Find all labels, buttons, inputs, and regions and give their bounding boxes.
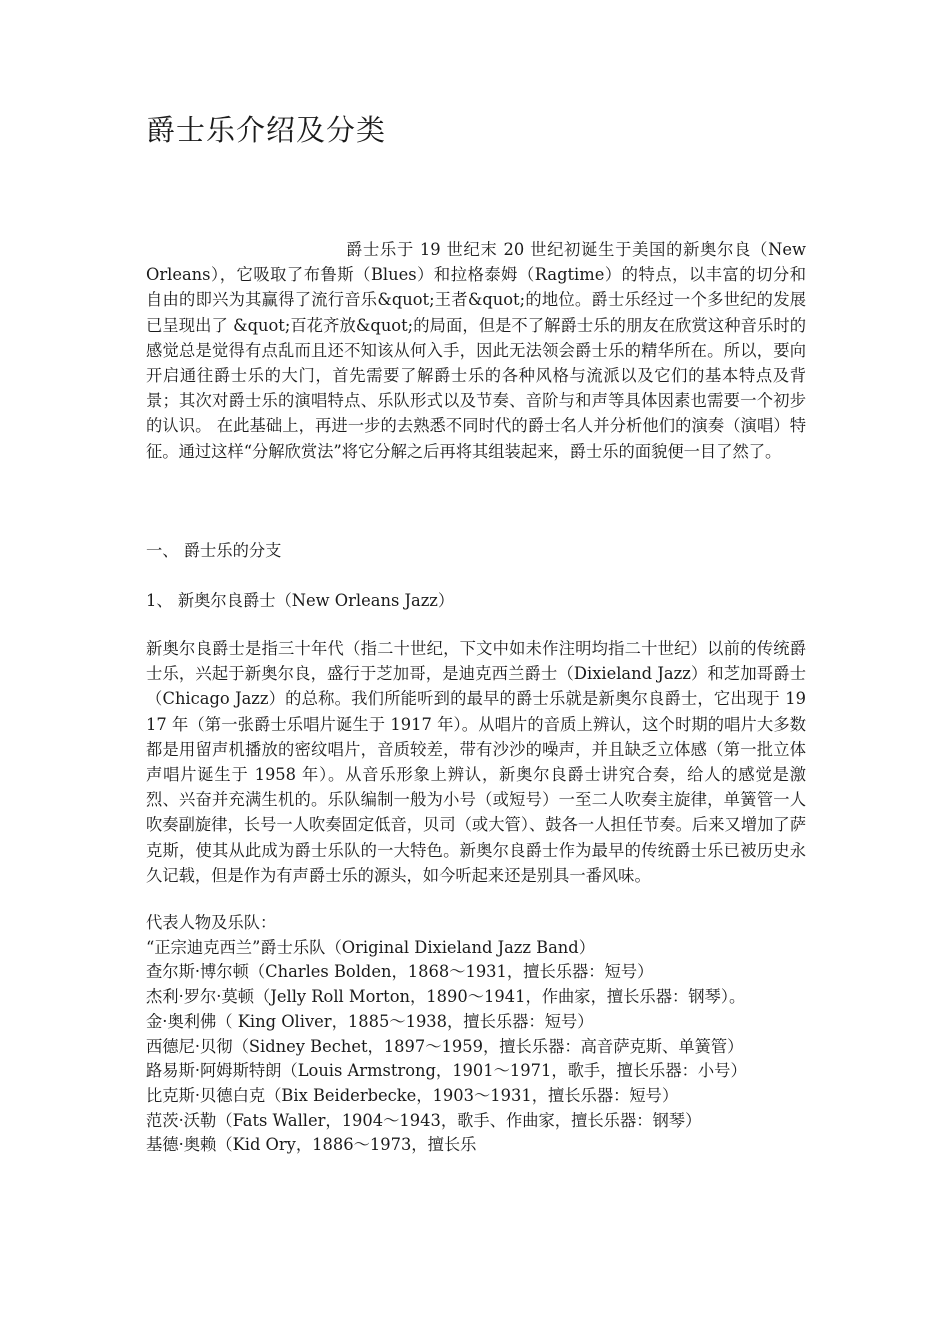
section-heading: 一、 爵士乐的分支 [146, 541, 282, 560]
representatives-list [146, 911, 826, 1158]
list-item: 路易斯·阿姆斯特朗（Louis Armstrong，1901～1971，歌手，擅长乐器：小号） [146, 1061, 747, 1081]
list-item: 代表人物及乐队： [146, 913, 277, 932]
subsection-heading: 1、 新奥尔良爵士（New Orleans Jazz） [146, 591, 455, 610]
list-item: 杰利·罗尔·莫顿（Jelly Roll Morton，1890～1941，作曲家，擅长乐器：钢琴）。 [146, 987, 746, 1007]
list-item: “正宗迪克西兰”爵士乐队（Original Dixieland Jazz Band） [146, 937, 595, 957]
intro-paragraph: 爵士乐于 19 世纪末 20 世纪初诞生于美国的新奥尔良（New Orleans），它吸取了布鲁斯（Blues）和拉格泰姆（Ragtime）的特点，以丰富的切分和自由的即兴为其赢得了流行音乐&quot;王者&quot;的地位。爵士乐经过一个多世纪的发展已呈现出了 &quot;百花齐放&quot;的局面，但是不了解爵士乐的朋友在欣赏这种音乐时的感觉总是觉得有点乱而且还不知该从何入手，因此无法领会爵士乐的精华所在。所以，要向开启通往爵士乐的大门，首先需要了解爵士乐的各种风格与流派以及它们的基本特点及背景；其次对爵士乐的演唱特点、乐队形式以及节奏、音阶与和声等具体因素也需要一个初步的认识。 在此基础上，再进一步的去熟悉不同时代的爵士名人并分析他们的演奏（演唱）特征。通过这样“分解欣赏法”将它分解之后再将其组装起来，爵士乐的面貌便一目了然了。 [146, 240, 806, 461]
document-title: 爵士乐介绍及分类 [146, 113, 387, 147]
body-paragraph: 新奥尔良爵士是指三十年代（指二十世纪，下文中如未作注明均指二十世纪）以前的传统爵士乐，兴起于新奥尔良，盛行于芝加哥，是迪克西兰爵士（Dixieland Jazz）和芝加哥爵士（Chicago Jazz）的总称。我们所能听到的最早的爵士乐就是新奥尔良爵士，它出现于 1917 年（第一张爵士乐唱片诞生于 1917 年）。从唱片的音质上辨认，这个时期的唱片大多数都是用留声机播放的密纹唱片，音质较差，带有沙沙的噪声，并且缺乏立体感（第一批立体声唱片诞生于 1958 年）。从音乐形象上辨认，新奥尔良爵士讲究合奏，给人的感觉是激烈、兴奋并充满生机的。乐队编制一般为小号（或短号）一至二人吹奏主旋律，单簧管一人吹奏副旋律，长号一人吹奏固定低音，贝司（或大管）、鼓各一人担任节奏。后来又增加了萨克斯，使其从此成为爵士乐队的一大特色。新奥尔良爵士作为最早的传统爵士乐已被历史永久记载，但是作为有声爵士乐的源头，如今听起来还是别具一番风味。 [146, 639, 806, 885]
list-item: 基德·奥赖（Kid Ory，1886～1973，擅长乐 [146, 1135, 477, 1155]
list-item: 范茨·沃勒（Fats Waller，1904～1943，歌手、作曲家，擅长乐器：钢琴） [146, 1110, 702, 1130]
list-item: 查尔斯·博尔顿（Charles Bolden，1868～1931，擅长乐器：短号） [146, 962, 654, 982]
list-item: 比克斯·贝德白克（Bix Beiderbecke，1903～1931，擅长乐器：短号） [146, 1085, 679, 1105]
list-item: 金·奥利佛（ King Oliver，1885～1938，擅长乐器：短号） [146, 1011, 594, 1031]
list-item: 西德尼·贝彻（Sidney Bechet，1897～1959，擅长乐器：高音萨克斯、单簧管） [146, 1036, 744, 1056]
